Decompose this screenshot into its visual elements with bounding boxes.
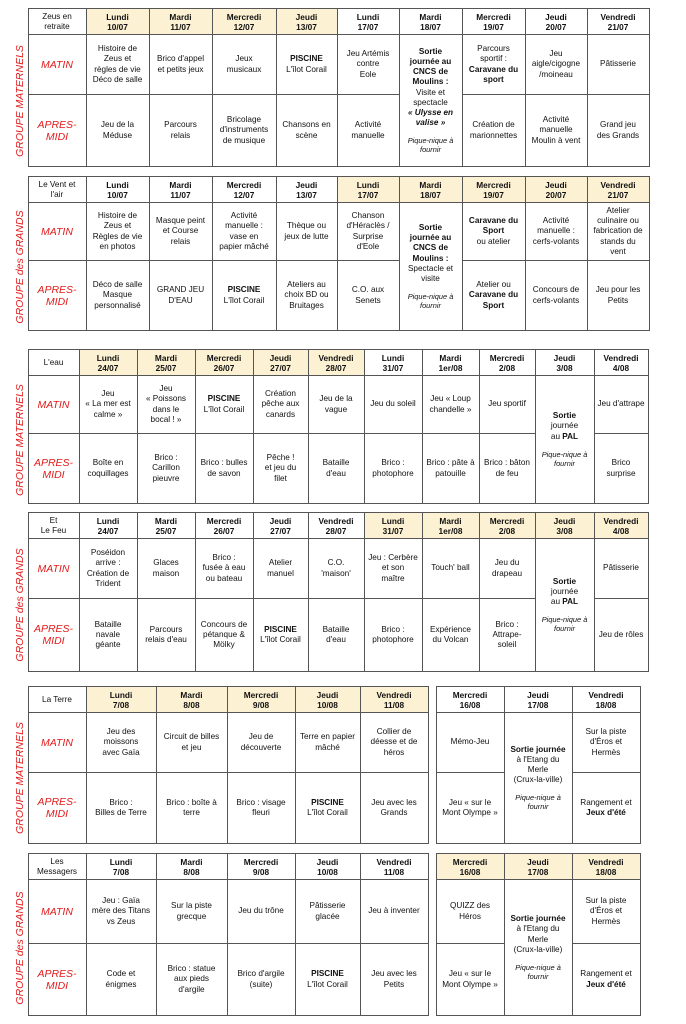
day-header: Jeudi 17/08 <box>504 687 572 713</box>
day-header: Lundi 7/08 <box>86 854 156 880</box>
activity-cell: Jeu sportif <box>479 376 535 434</box>
period-matin: MATIN <box>28 539 79 599</box>
theme-title: Zeus en retraite <box>28 9 86 35</box>
day-header: Vendredi 11/08 <box>360 854 428 880</box>
day-header: Mercredi 9/08 <box>227 687 295 713</box>
cell-text-segment: journée <box>550 586 579 596</box>
activity-cell: Bricolage d'instruments de musique <box>212 95 276 167</box>
activity-cell: C.O. aux Senets <box>337 261 399 331</box>
day-header: Vendredi 21/07 <box>587 177 649 203</box>
group-label: GROUPE des GRANDS <box>13 890 26 1005</box>
picnic-note: Pique-nique à fournir <box>541 449 588 468</box>
day-header: Lundi 31/07 <box>364 350 422 376</box>
group-label: GROUPE MATERNELS <box>13 44 26 157</box>
period-matin: MATIN <box>28 880 86 944</box>
spacer-cell <box>428 944 436 1016</box>
day-header: Vendredi 18/08 <box>572 687 640 713</box>
activity-cell: Jeu de la Méduse <box>86 95 149 167</box>
corner-cell <box>12 687 28 713</box>
cell-text-segment: PISCINE <box>290 54 323 64</box>
cell-text-segment: L'îlot Corail <box>307 808 348 817</box>
activity-cell: Concours de cerfs-volants <box>525 261 587 331</box>
activity-cell <box>462 35 525 95</box>
afternoon-row <box>12 261 649 331</box>
cell-text-segment: L'îlot Corail <box>203 404 245 414</box>
day-header: Jeudi 10/08 <box>295 687 360 713</box>
activity-cell: Chanson d'Héraclès / Surprise d'Eole <box>337 203 399 261</box>
group-label: GROUPE des GRANDS <box>13 209 26 324</box>
cell-text-segment: Caravane du <box>468 290 519 300</box>
day-header: Jeudi 27/07 <box>253 350 308 376</box>
group-label: GROUPE des GRANDS <box>13 548 26 662</box>
spacer-cell <box>428 880 436 944</box>
activity-cell: Création pêche aux canards <box>253 376 308 434</box>
activity-cell: Jeu de rôles <box>594 599 648 672</box>
activity-cell: Jeu à inventer <box>360 880 428 944</box>
outing-cell <box>535 539 594 672</box>
day-header: Mardi 25/07 <box>137 350 195 376</box>
outing-cell <box>399 203 462 331</box>
activity-cell: Brico : Attrape- soleil <box>479 599 535 672</box>
activity-cell: Jeu avec les Petits <box>360 944 428 1016</box>
activity-cell: Jeu : Gaïa mère des Titans vs Zeus <box>86 880 156 944</box>
schedule-table <box>12 853 641 1016</box>
day-header: Mercredi 2/08 <box>479 513 535 539</box>
day-header: Mercredi 2/08 <box>479 350 535 376</box>
activity-cell: Jeu du drapeau <box>479 539 535 599</box>
cell-text-segment: journée au <box>409 56 452 66</box>
corner-cell <box>12 350 28 376</box>
cell-text-segment: Jeux d'été <box>586 808 626 817</box>
cell-text-segment: Sport <box>482 226 505 236</box>
group-label-cell <box>12 880 28 1016</box>
period-matin: MATIN <box>28 713 86 773</box>
activity-cell: Jeu avec les Grands <box>360 773 428 844</box>
activity-cell: Sur la piste grecque <box>156 880 227 944</box>
activity-cell: Brico : statue aux pieds d'argile <box>156 944 227 1016</box>
cell-text-segment: Sortie <box>418 222 443 232</box>
schedule-table <box>12 512 649 672</box>
activity-cell: Poséidon arrive : Création de Trident <box>79 539 137 599</box>
activity-cell: Jeu de découverte <box>227 713 295 773</box>
day-header: Lundi 7/08 <box>86 687 156 713</box>
cell-text-segment: L'îlot Corail <box>307 979 348 989</box>
cell-text-segment: CNCS de <box>412 243 449 253</box>
activity-cell: Histoire de Zeus et règles de vie Déco de salle <box>86 35 149 95</box>
activity-cell <box>212 261 276 331</box>
day-header: Mardi 11/07 <box>149 177 212 203</box>
theme-title: Les Messagers <box>28 854 86 880</box>
group-label: GROUPE MATERNELS <box>13 722 26 834</box>
activity-cell: Parcours relais d'eau <box>137 599 195 672</box>
activity-cell: Glaces maison <box>137 539 195 599</box>
cell-text-segment: Rangement et <box>580 797 632 807</box>
activity-cell: Jeu du soleil <box>364 376 422 434</box>
cell-text-segment: Caravane du <box>468 64 519 74</box>
activity-cell: Jeu de la vague <box>308 376 364 434</box>
activity-cell: Atelier culinaire ou fabrication de stands du vent <box>587 203 649 261</box>
cell-text-segment: Sortie <box>418 46 443 56</box>
activity-cell: Brico : Carillon pieuvre <box>137 434 195 504</box>
day-header: Vendredi 4/08 <box>594 513 648 539</box>
cell-text-segment: Visite et <box>416 87 445 97</box>
day-header: Mardi 8/08 <box>156 687 227 713</box>
schedule-table <box>12 8 650 167</box>
picnic-note: Pique-nique à fournir <box>515 793 561 812</box>
afternoon-row <box>12 95 649 167</box>
activity-cell: Expérience du Volcan <box>422 599 479 672</box>
activity-cell: Jeu : Cerbère et son maître <box>364 539 422 599</box>
activity-cell: Brico d'argile (suite) <box>227 944 295 1016</box>
spacer-cell <box>428 854 436 880</box>
activity-cell: Brico : photophore <box>364 434 422 504</box>
picnic-note: Pique-nique à fournir <box>541 615 588 634</box>
day-header: Jeudi 17/08 <box>504 854 572 880</box>
header-row <box>12 854 640 880</box>
day-header: Jeudi 13/07 <box>276 9 337 35</box>
morning-row <box>12 35 649 95</box>
picnic-note: Pique-nique à fournir <box>407 136 454 155</box>
day-header: Jeudi 3/08 <box>535 513 594 539</box>
day-header: Mardi 18/07 <box>399 9 462 35</box>
activity-cell: Jeu du trône <box>227 880 295 944</box>
activity-cell: Pêche ! et jeu du filet <box>253 434 308 504</box>
cell-text-segment: Sport <box>482 300 505 310</box>
day-header: Jeudi 3/08 <box>535 350 594 376</box>
activity-cell: Jeu « Loup chandelle » <box>422 376 479 434</box>
period-apres-midi: APRES- MIDI <box>28 434 79 504</box>
cell-text-segment: à l'Etang du Merle (Crux-la-ville) <box>513 754 563 785</box>
cell-text-segment: à l'Etang du Merle (Crux-la-ville) <box>513 924 563 954</box>
cell-text-segment: ou atelier <box>476 236 511 246</box>
header-row <box>12 177 649 203</box>
activity-cell: Brico surprise <box>594 434 648 504</box>
morning-row <box>12 539 648 599</box>
header-row <box>12 513 648 539</box>
cell-text-segment: visite <box>421 273 440 283</box>
group-label-cell <box>12 713 28 844</box>
outing-cell <box>504 713 572 844</box>
activity-cell: Activité manuelle <box>337 95 399 167</box>
cell-text-segment: Jeux d'été <box>586 979 626 989</box>
day-header: Mercredi 19/07 <box>462 177 525 203</box>
activity-cell: C.O. 'maison' <box>308 539 364 599</box>
cell-text-segment: L'îlot Corail <box>286 64 327 74</box>
day-header: Mercredi 9/08 <box>227 854 295 880</box>
day-header: Mercredi 26/07 <box>195 350 253 376</box>
activity-cell: Brico : bâton de feu <box>479 434 535 504</box>
period-matin: MATIN <box>28 203 86 261</box>
activity-cell: Bataille d'eau <box>308 599 364 672</box>
activity-cell: Jeu pour les Petits <box>587 261 649 331</box>
theme-title: L'eau <box>28 350 79 376</box>
picnic-note: Pique-nique à fournir <box>515 962 561 981</box>
activity-cell: Sur la piste d'Éros et Hermès <box>572 713 640 773</box>
day-header: Jeudi 13/07 <box>276 177 337 203</box>
activity-cell: Code et énigmes <box>86 944 156 1016</box>
theme-title: Et Le Feu <box>28 513 79 539</box>
period-matin: MATIN <box>28 376 79 434</box>
morning-row <box>12 376 648 434</box>
activity-cell: Jeu d'attrape <box>594 376 648 434</box>
cell-text-segment: Moulins : <box>412 253 449 263</box>
day-header: Lundi 10/07 <box>86 177 149 203</box>
schedule-table <box>12 686 641 844</box>
morning-row <box>12 880 640 944</box>
spacer-cell <box>428 713 436 773</box>
activity-cell: Brico d'appel et petits jeux <box>149 35 212 95</box>
activity-cell: Activité manuelle : vase en papier mâché <box>212 203 276 261</box>
cell-text-segment: Sortie <box>552 411 577 421</box>
activity-cell: Masque peint et Course relais <box>149 203 212 261</box>
corner-cell <box>12 513 28 539</box>
activity-cell <box>295 944 360 1016</box>
outing-cell <box>504 880 572 1016</box>
activity-cell: Brico : visage fleuri <box>227 773 295 844</box>
cell-text-segment: Parcours sportif : <box>477 44 510 64</box>
day-header: Mardi 1er/08 <box>422 350 479 376</box>
day-header: Jeudi 20/07 <box>525 9 587 35</box>
activity-cell: Jeux musicaux <box>212 35 276 95</box>
activity-cell <box>572 944 640 1016</box>
cell-text-segment: L'îlot Corail <box>260 635 301 644</box>
day-header: Lundi 24/07 <box>79 350 137 376</box>
cell-text-segment: au PAL <box>550 597 579 607</box>
day-header: Lundi 17/07 <box>337 177 399 203</box>
activity-cell: GRAND JEU D'EAU <box>149 261 212 331</box>
corner-cell <box>12 177 28 203</box>
outing-cell <box>535 376 594 504</box>
activity-cell: Circuit de billes et jeu <box>156 713 227 773</box>
cell-text-segment: Sortie journée <box>510 914 566 924</box>
header-row <box>12 9 649 35</box>
activity-cell: Activité manuelle : cerfs-volants <box>525 203 587 261</box>
activity-cell: Jeu « sur le Mont Olympe » <box>436 944 504 1016</box>
period-apres-midi: APRES- MIDI <box>28 95 86 167</box>
header-row <box>12 350 648 376</box>
cell-text-segment: Caravane du <box>468 216 519 226</box>
activity-cell: Brico : bulles de savon <box>195 434 253 504</box>
day-header: Mercredi 19/07 <box>462 9 525 35</box>
activity-cell: Jeu Artémis contre Eole <box>337 35 399 95</box>
cell-text-segment: spectacle <box>413 97 448 107</box>
day-header: Lundi 17/07 <box>337 9 399 35</box>
cell-text-segment: PISCINE <box>264 624 297 634</box>
period-apres-midi: APRES- MIDI <box>28 261 86 331</box>
cell-text-segment: Sortie <box>552 576 577 586</box>
activity-cell: Jeu des moissons avec Gaïa <box>86 713 156 773</box>
day-header: Lundi 31/07 <box>364 513 422 539</box>
cell-text-segment: PISCINE <box>207 394 241 404</box>
day-header: Mercredi 12/07 <box>212 9 276 35</box>
activity-cell: Ateliers au choix BD ou Bruitages <box>276 261 337 331</box>
activity-cell: Brico : photophore <box>364 599 422 672</box>
activity-cell: Pâtisserie <box>594 539 648 599</box>
period-apres-midi: APRES- MIDI <box>28 773 86 844</box>
activity-cell: Jeu « La mer est calme » <box>79 376 137 434</box>
cell-text-segment: Atelier ou <box>476 280 511 290</box>
cell-text-segment: Spectacle et <box>407 263 454 273</box>
day-header: Vendredi 28/07 <box>308 513 364 539</box>
cell-text-segment: au PAL <box>550 431 579 441</box>
day-header: Vendredi 11/08 <box>360 687 428 713</box>
activity-cell: Bataille navale géante <box>79 599 137 672</box>
activity-cell <box>572 773 640 844</box>
cell-text-segment: PISCINE <box>311 797 344 807</box>
cell-text-segment: sport <box>483 74 504 84</box>
period-apres-midi: APRES- MIDI <box>28 599 79 672</box>
group-label-cell <box>12 539 28 672</box>
activity-cell: Création de marionnettes <box>462 95 525 167</box>
theme-title: La Terre <box>28 687 86 713</box>
activity-cell: Bataille d'eau <box>308 434 364 504</box>
cell-text-segment: PISCINE <box>311 969 344 979</box>
activity-cell: Jeu aigle/cigogne /moineau <box>525 35 587 95</box>
group-label: GROUPE MATERNELS <box>13 383 26 496</box>
activity-cell: Terre en papier mâché <box>295 713 360 773</box>
day-header: Mardi 8/08 <box>156 854 227 880</box>
day-header: Jeudi 27/07 <box>253 513 308 539</box>
day-header: Jeudi 20/07 <box>525 177 587 203</box>
corner-cell <box>12 9 28 35</box>
morning-row <box>12 203 649 261</box>
activity-cell: Brico : fusée à eau ou bateau <box>195 539 253 599</box>
activity-cell: Pâtisserie glacée <box>295 880 360 944</box>
activity-cell: Pâtisserie <box>587 35 649 95</box>
activity-cell: Thèque ou jeux de lutte <box>276 203 337 261</box>
activity-cell: Sur la piste d'Éros et Hermès <box>572 880 640 944</box>
spacer-cell <box>428 773 436 844</box>
day-header: Mardi 1er/08 <box>422 513 479 539</box>
activity-cell: Mémo-Jeu <box>436 713 504 773</box>
day-header: Mercredi 16/08 <box>436 687 504 713</box>
picnic-note: Pique-nique à fournir <box>407 292 454 311</box>
activity-cell: Boîte en coquillages <box>79 434 137 504</box>
day-header: Lundi 10/07 <box>86 9 149 35</box>
day-header: Vendredi 21/07 <box>587 9 649 35</box>
activity-cell: Collier de déesse et de héros <box>360 713 428 773</box>
activity-cell: QUIZZ des Héros <box>436 880 504 944</box>
day-header: Mardi 11/07 <box>149 9 212 35</box>
period-matin: MATIN <box>28 35 86 95</box>
activity-cell: Atelier manuel <box>253 539 308 599</box>
activity-cell: Brico : pâte à patouille <box>422 434 479 504</box>
day-header: Mercredi 12/07 <box>212 177 276 203</box>
activity-cell <box>195 376 253 434</box>
activity-cell: Touch' ball <box>422 539 479 599</box>
group-label-cell <box>12 35 28 167</box>
cell-text-segment: journée au <box>409 233 452 243</box>
day-header: Jeudi 10/08 <box>295 854 360 880</box>
activity-cell: Parcours relais <box>149 95 212 167</box>
activity-cell <box>253 599 308 672</box>
spacer-cell <box>428 687 436 713</box>
activity-cell: Brico : Billes de Terre <box>86 773 156 844</box>
corner-cell <box>12 854 28 880</box>
cell-text-segment: Rangement et <box>580 969 632 979</box>
header-row <box>12 687 640 713</box>
cell-text-segment: Sortie journée <box>510 744 566 754</box>
day-header: Vendredi 28/07 <box>308 350 364 376</box>
activity-cell: Chansons en scène <box>276 95 337 167</box>
cell-text-segment: journée <box>550 421 579 431</box>
activity-cell <box>295 773 360 844</box>
outing-cell <box>399 35 462 167</box>
activity-cell: Activité manuelle Moulin à vent <box>525 95 587 167</box>
activity-cell <box>276 35 337 95</box>
day-header: Mercredi 26/07 <box>195 513 253 539</box>
cell-text-segment: PISCINE <box>227 285 261 295</box>
period-apres-midi: APRES- MIDI <box>28 944 86 1016</box>
cell-text-segment: L'îlot Corail <box>223 295 265 305</box>
day-header: Vendredi 4/08 <box>594 350 648 376</box>
group-label-cell <box>12 376 28 504</box>
activity-cell: Jeu « Poissons dans le bocal ! » <box>137 376 195 434</box>
activity-cell: Grand jeu des Grands <box>587 95 649 167</box>
activity-cell: Déco de salle Masque personnalisé <box>86 261 149 331</box>
theme-title: Le Vent et l'air <box>28 177 86 203</box>
schedule-table <box>12 349 649 504</box>
activity-cell: Histoire de Zeus et Règles de vie en photos <box>86 203 149 261</box>
cell-text-segment: valise » <box>415 118 446 128</box>
activity-cell <box>462 261 525 331</box>
activity-cell <box>462 203 525 261</box>
day-header: Vendredi 18/08 <box>572 854 640 880</box>
day-header: Mardi 18/07 <box>399 177 462 203</box>
day-header: Mercredi 16/08 <box>436 854 504 880</box>
cell-text-segment: « Ulysse en <box>407 107 454 117</box>
activity-cell: Brico : boîte à terre <box>156 773 227 844</box>
group-label-cell <box>12 203 28 331</box>
morning-row <box>12 713 640 773</box>
cell-text-segment: CNCS de <box>412 67 449 77</box>
activity-cell: Jeu « sur le Mont Olympe » <box>436 773 504 844</box>
day-header: Lundi 24/07 <box>79 513 137 539</box>
schedule-table <box>12 176 650 331</box>
day-header: Mardi 25/07 <box>137 513 195 539</box>
activity-cell: Concours de pétanque & Mölky <box>195 599 253 672</box>
cell-text-segment: Moulins : <box>412 77 449 87</box>
